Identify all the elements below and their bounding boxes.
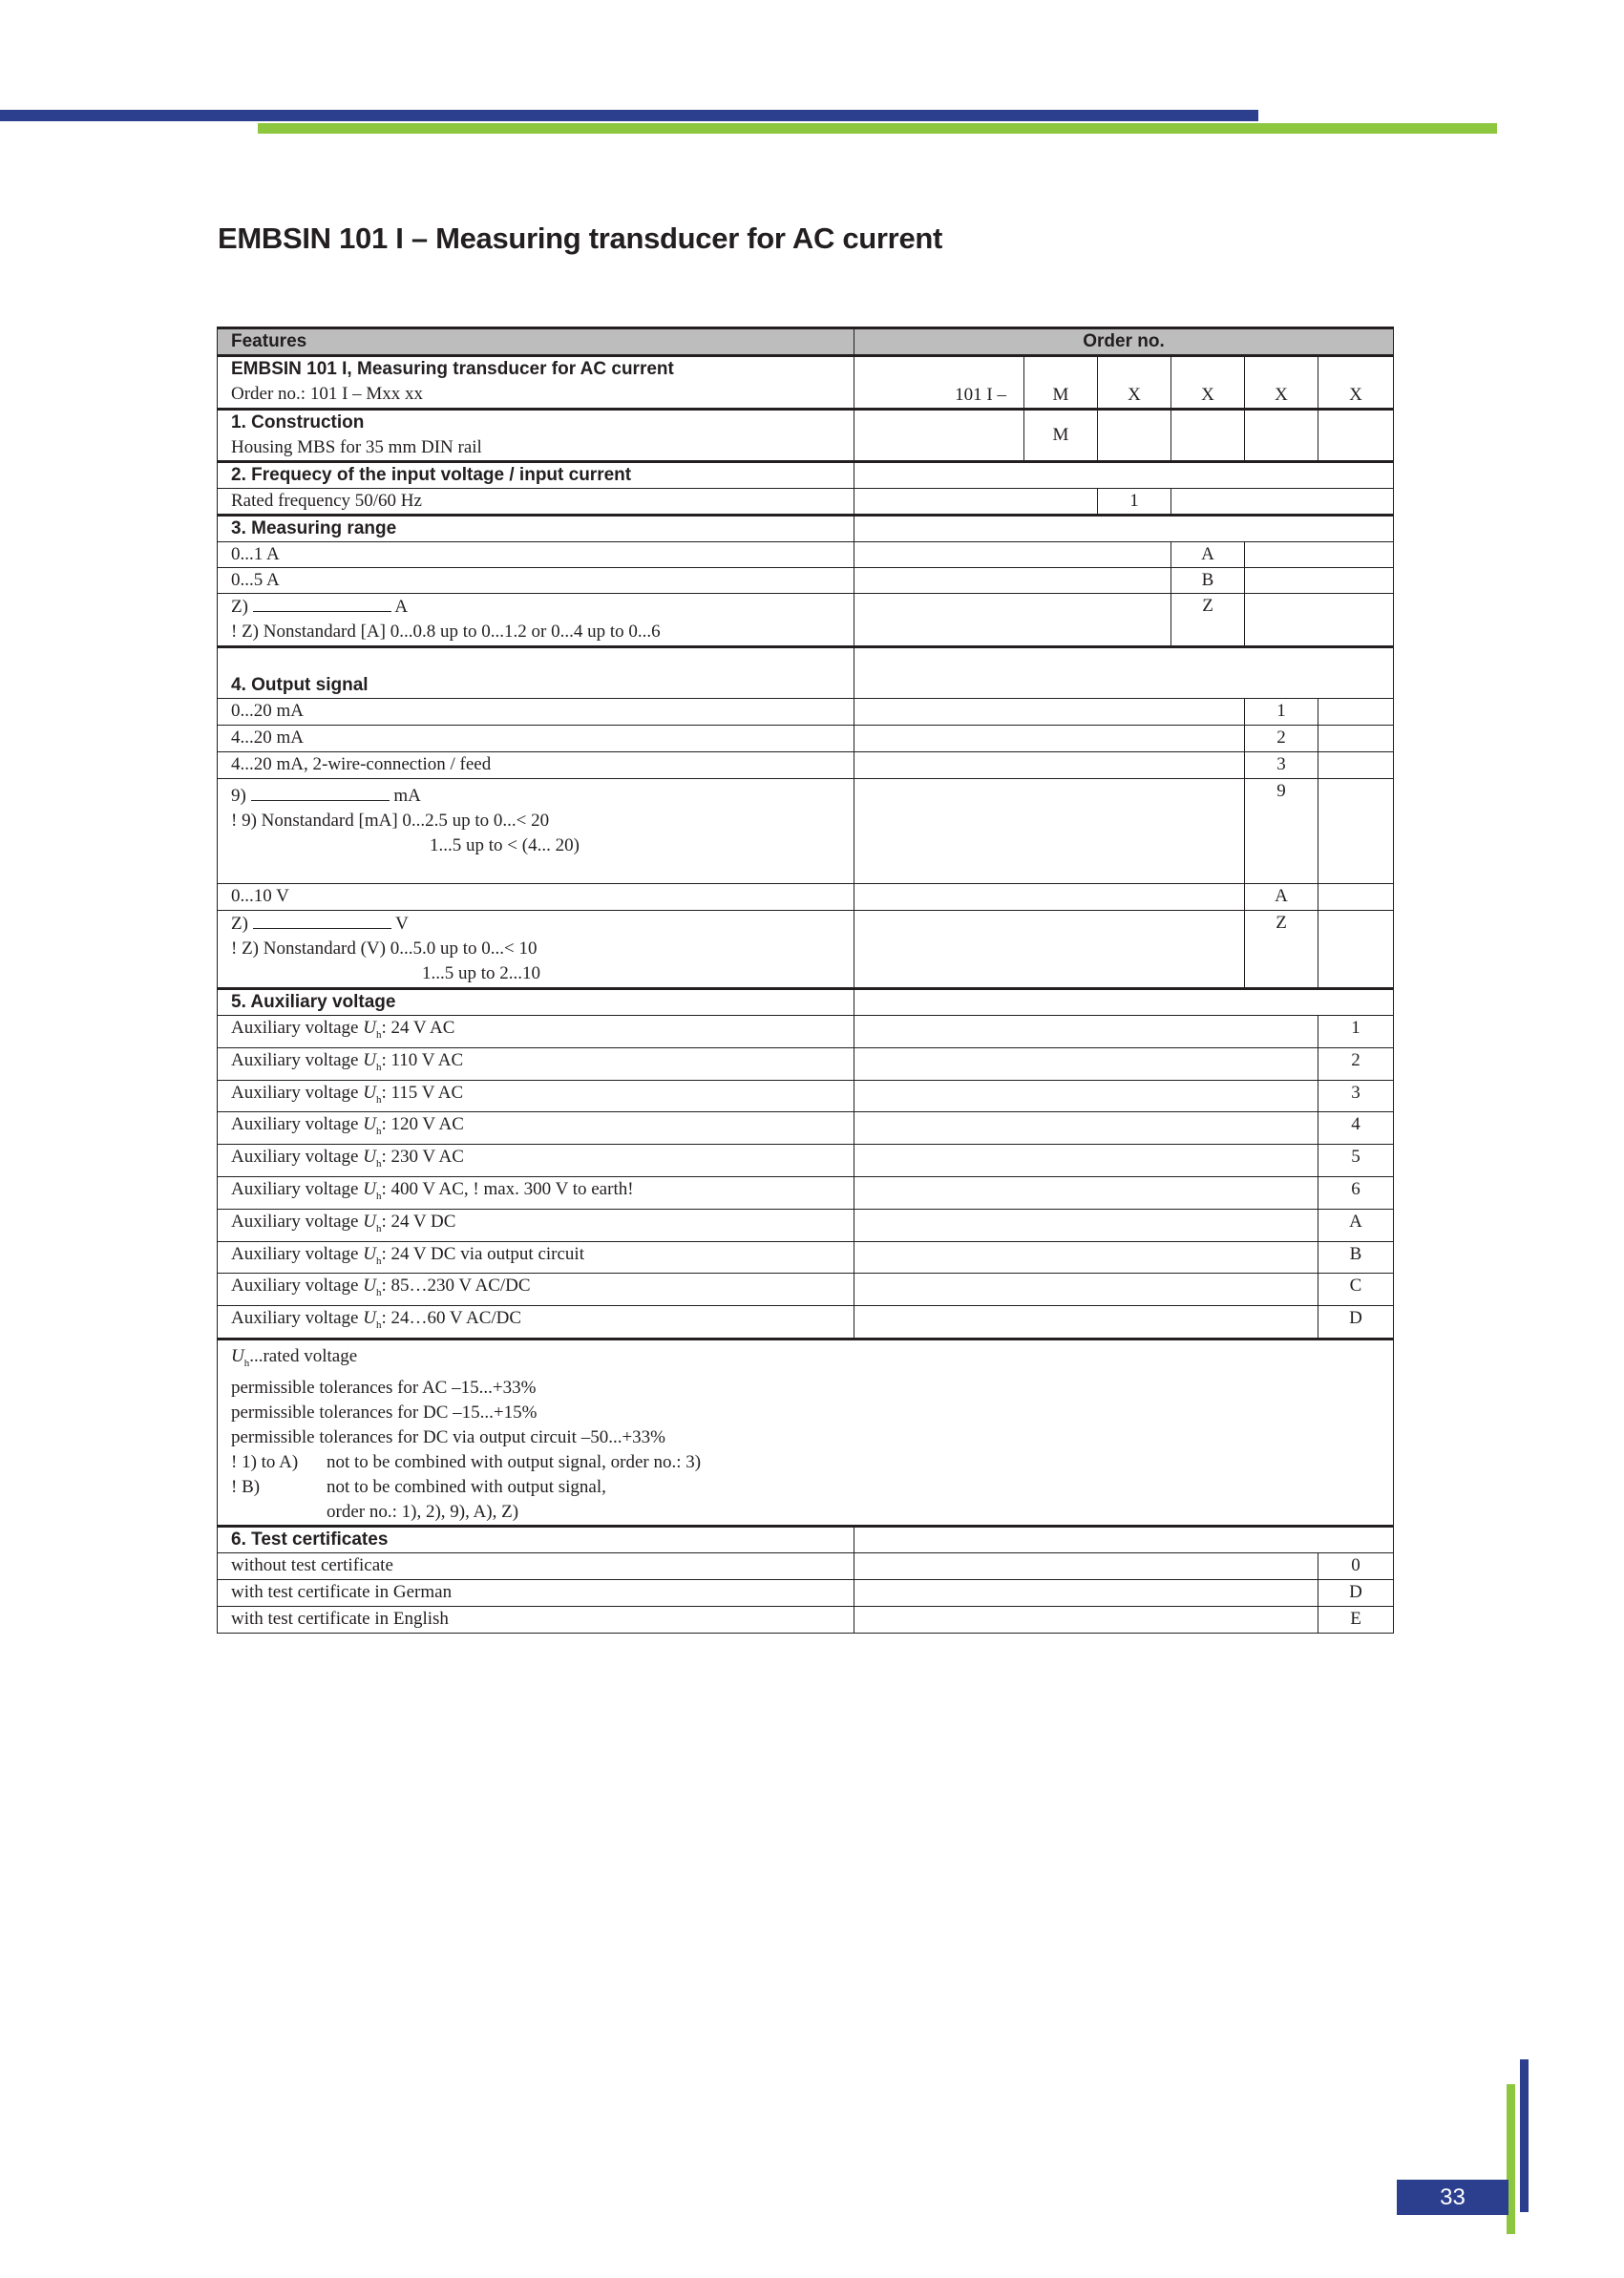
output-code: 2 bbox=[1245, 726, 1318, 752]
output-row bbox=[218, 699, 1394, 726]
code-position-1: M bbox=[1024, 356, 1098, 410]
aux-subscript: h bbox=[375, 1126, 382, 1138]
aux-subscript: h bbox=[375, 1157, 382, 1170]
aux-note-2-mark: ! B) bbox=[231, 1476, 261, 1497]
construction-heading: 1. Construction bbox=[231, 412, 365, 432]
aux-symbol: U bbox=[363, 1147, 376, 1168]
code-position-2: X bbox=[1098, 356, 1171, 410]
footer-blue-bar bbox=[1520, 2059, 1529, 2212]
aux-label bbox=[218, 1080, 854, 1112]
aux-row bbox=[218, 1306, 1394, 1339]
aux-value: : 24 V DC bbox=[381, 1211, 456, 1232]
aux-note-1-text: not to be combined with output signal, order no.: 3) bbox=[327, 1451, 702, 1472]
blank-line bbox=[251, 783, 390, 801]
output-custom-note: ! 9) Nonstandard [mA] 0...2.5 up to 0...< 20 bbox=[231, 811, 550, 831]
range-custom-code: Z bbox=[1171, 594, 1245, 647]
aux-code: 2 bbox=[1318, 1047, 1394, 1080]
aux-symbol: U bbox=[363, 1018, 376, 1038]
range-row bbox=[218, 542, 1394, 568]
aux-label bbox=[218, 1274, 854, 1306]
header-blue-bar bbox=[0, 110, 1258, 121]
aux-label bbox=[218, 1241, 854, 1274]
frequency-row bbox=[218, 489, 1394, 516]
cert-row bbox=[218, 1579, 1394, 1606]
cert-row bbox=[218, 1606, 1394, 1633]
aux-note-2-text: not to be combined with output signal, bbox=[327, 1476, 606, 1497]
output-heading: 4. Output signal bbox=[218, 647, 854, 699]
aux-value: : 24…60 V AC/DC bbox=[381, 1308, 522, 1329]
aux-symbol: U bbox=[363, 1114, 376, 1135]
range-custom-prefix: Z) bbox=[231, 597, 248, 617]
aux-subscript: h bbox=[375, 1222, 382, 1234]
aux-code: 1 bbox=[1318, 1016, 1394, 1048]
header-green-bar bbox=[258, 123, 1497, 134]
aux-code: D bbox=[1318, 1306, 1394, 1339]
code-position-3: X bbox=[1171, 356, 1245, 410]
construction-item: Housing MBS for 35 mm DIN rail bbox=[231, 437, 482, 457]
cert-code: 0 bbox=[1318, 1552, 1394, 1579]
aux-code: 6 bbox=[1318, 1176, 1394, 1209]
cert-code: E bbox=[1318, 1606, 1394, 1633]
aux-symbol: U bbox=[363, 1082, 376, 1103]
aux-row bbox=[218, 1080, 1394, 1112]
output-custom-v-code: Z bbox=[1245, 911, 1318, 989]
aux-row bbox=[218, 1241, 1394, 1274]
output-label: 4...20 mA bbox=[218, 726, 854, 752]
code-position-4: X bbox=[1245, 356, 1318, 410]
aux-row bbox=[218, 1112, 1394, 1145]
order-table bbox=[217, 327, 1394, 1634]
aux-prefix: Auxiliary voltage bbox=[231, 1211, 364, 1232]
order-no-header: Order no. bbox=[854, 328, 1394, 356]
aux-code: B bbox=[1318, 1241, 1394, 1274]
aux-label bbox=[218, 1209, 854, 1241]
blank-line bbox=[253, 911, 391, 929]
range-label: 0...5 A bbox=[218, 568, 854, 594]
aux-prefix: Auxiliary voltage bbox=[231, 1243, 364, 1264]
aux-prefix: Auxiliary voltage bbox=[231, 1114, 364, 1135]
aux-symbol: U bbox=[363, 1308, 376, 1329]
aux-subscript: h bbox=[375, 1028, 382, 1041]
product-order: Order no.: 101 I – Mxx xx bbox=[231, 384, 424, 404]
range-custom-note: ! Z) Nonstandard [A] 0...0.8 up to 0...1.2 or 0...4 up to 0...6 bbox=[231, 622, 661, 642]
code-position-5: X bbox=[1318, 356, 1394, 410]
output-custom-v-prefix: Z) bbox=[231, 914, 248, 934]
cert-label: with test certificate in German bbox=[218, 1579, 854, 1606]
output-code: 1 bbox=[1245, 699, 1318, 726]
aux-row bbox=[218, 1047, 1394, 1080]
aux-prefix: Auxiliary voltage bbox=[231, 1082, 364, 1103]
range-custom-row bbox=[218, 594, 1394, 647]
aux-note-2-text-2: order no.: 1), 2), 9), A), Z) bbox=[327, 1501, 519, 1522]
aux-note-1-mark: ! 1) to A) bbox=[231, 1451, 299, 1472]
aux-code: 3 bbox=[1318, 1080, 1394, 1112]
aux-subscript: h bbox=[375, 1093, 382, 1106]
aux-symbol: U bbox=[363, 1276, 376, 1297]
aux-symbol: U bbox=[363, 1211, 376, 1232]
construction-code: M bbox=[1024, 410, 1098, 462]
output-voltage-row bbox=[218, 884, 1394, 911]
aux-label bbox=[218, 1306, 854, 1339]
aux-subscript: h bbox=[375, 1061, 382, 1073]
range-row bbox=[218, 568, 1394, 594]
aux-prefix: Auxiliary voltage bbox=[231, 1049, 364, 1070]
blank-line bbox=[253, 594, 391, 612]
code-prefix: 101 I – bbox=[854, 356, 1024, 410]
range-heading-row bbox=[218, 516, 1394, 542]
frequency-item: Rated frequency 50/60 Hz bbox=[218, 489, 854, 516]
output-label: 0...20 mA bbox=[218, 699, 854, 726]
aux-rated-note: ...rated voltage bbox=[249, 1345, 358, 1366]
aux-label bbox=[218, 1145, 854, 1177]
aux-subscript: h bbox=[375, 1255, 382, 1267]
output-custom-code: 9 bbox=[1245, 779, 1318, 884]
aux-value: : 110 V AC bbox=[381, 1049, 464, 1070]
aux-label bbox=[218, 1016, 854, 1048]
aux-heading-row bbox=[218, 989, 1394, 1016]
features-header: Features bbox=[218, 328, 854, 356]
frequency-heading: 2. Frequecy of the input voltage / input current bbox=[218, 462, 854, 489]
aux-code: A bbox=[1318, 1209, 1394, 1241]
range-label: 0...1 A bbox=[218, 542, 854, 568]
output-heading-row bbox=[218, 647, 1394, 699]
aux-symbol: U bbox=[231, 1345, 244, 1366]
output-label: 4...20 mA, 2-wire-connection / feed bbox=[218, 752, 854, 779]
header-row bbox=[218, 328, 1394, 356]
aux-value: : 85…230 V AC/DC bbox=[381, 1276, 531, 1297]
aux-value: : 115 V AC bbox=[381, 1082, 464, 1103]
aux-prefix: Auxiliary voltage bbox=[231, 1018, 364, 1038]
output-custom-v-row bbox=[218, 911, 1394, 989]
cert-code: D bbox=[1318, 1579, 1394, 1606]
certs-heading: 6. Test certificates bbox=[218, 1526, 854, 1552]
aux-heading: 5. Auxiliary voltage bbox=[218, 989, 854, 1016]
aux-row bbox=[218, 1176, 1394, 1209]
output-voltage-code: A bbox=[1245, 884, 1318, 911]
cert-label: with test certificate in English bbox=[218, 1606, 854, 1633]
page-title: EMBSIN 101 I – Measuring transducer for AC current bbox=[218, 221, 943, 255]
aux-row bbox=[218, 1145, 1394, 1177]
output-row bbox=[218, 726, 1394, 752]
aux-value: : 120 V AC bbox=[381, 1114, 464, 1135]
cert-row bbox=[218, 1552, 1394, 1579]
page-number: 33 bbox=[1397, 2180, 1508, 2215]
aux-symbol: U bbox=[363, 1178, 376, 1199]
aux-label bbox=[218, 1047, 854, 1080]
aux-code: 5 bbox=[1318, 1145, 1394, 1177]
aux-value: : 24 V DC via output circuit bbox=[381, 1243, 584, 1264]
construction-row bbox=[218, 410, 1394, 462]
aux-label bbox=[218, 1176, 854, 1209]
aux-prefix: Auxiliary voltage bbox=[231, 1147, 364, 1168]
output-code: 3 bbox=[1245, 752, 1318, 779]
output-custom-v-note-2: 1...5 up to 2...10 bbox=[422, 963, 541, 983]
range-code: B bbox=[1171, 568, 1245, 594]
range-code: A bbox=[1171, 542, 1245, 568]
product-row bbox=[218, 356, 1394, 410]
aux-subscript: h bbox=[243, 1357, 250, 1369]
aux-symbol: U bbox=[363, 1243, 376, 1264]
aux-label bbox=[218, 1112, 854, 1145]
aux-subscript: h bbox=[375, 1287, 382, 1299]
output-custom-note-2: 1...5 up to < (4... 20) bbox=[430, 835, 580, 855]
aux-tol-dc-out: permissible tolerances for DC via output circuit –50...+33% bbox=[231, 1426, 665, 1447]
cert-label: without test certificate bbox=[218, 1552, 854, 1579]
aux-notes-row bbox=[218, 1339, 1394, 1526]
output-custom-v-note: ! Z) Nonstandard (V) 0...5.0 up to 0...< 10 bbox=[231, 939, 538, 959]
aux-value: : 400 V AC, ! max. 300 V to earth! bbox=[381, 1178, 634, 1199]
range-custom-unit: A bbox=[394, 597, 409, 617]
certs-heading-row bbox=[218, 1526, 1394, 1552]
aux-code: C bbox=[1318, 1274, 1394, 1306]
output-custom-ma-row bbox=[218, 779, 1394, 884]
aux-value: : 230 V AC bbox=[381, 1147, 464, 1168]
aux-code: 4 bbox=[1318, 1112, 1394, 1145]
aux-value: : 24 V AC bbox=[381, 1018, 455, 1038]
aux-subscript: h bbox=[375, 1190, 382, 1202]
aux-prefix: Auxiliary voltage bbox=[231, 1308, 364, 1329]
range-heading: 3. Measuring range bbox=[218, 516, 854, 542]
frequency-heading-row bbox=[218, 462, 1394, 489]
output-custom-unit: mA bbox=[393, 786, 421, 806]
output-row bbox=[218, 752, 1394, 779]
aux-row bbox=[218, 1274, 1394, 1306]
output-voltage-label: 0...10 V bbox=[218, 884, 854, 911]
aux-prefix: Auxiliary voltage bbox=[231, 1178, 364, 1199]
output-custom-v-unit: V bbox=[395, 914, 409, 934]
aux-tol-dc: permissible tolerances for DC –15...+15% bbox=[231, 1402, 538, 1423]
aux-row bbox=[218, 1016, 1394, 1048]
aux-symbol: U bbox=[363, 1049, 376, 1070]
frequency-code: 1 bbox=[1098, 489, 1171, 516]
output-custom-prefix: 9) bbox=[231, 786, 246, 806]
aux-subscript: h bbox=[375, 1318, 382, 1331]
aux-prefix: Auxiliary voltage bbox=[231, 1276, 364, 1297]
product-name: EMBSIN 101 I, Measuring transducer for AC current bbox=[231, 359, 674, 379]
aux-row bbox=[218, 1209, 1394, 1241]
aux-tol-ac: permissible tolerances for AC –15...+33% bbox=[231, 1377, 537, 1398]
